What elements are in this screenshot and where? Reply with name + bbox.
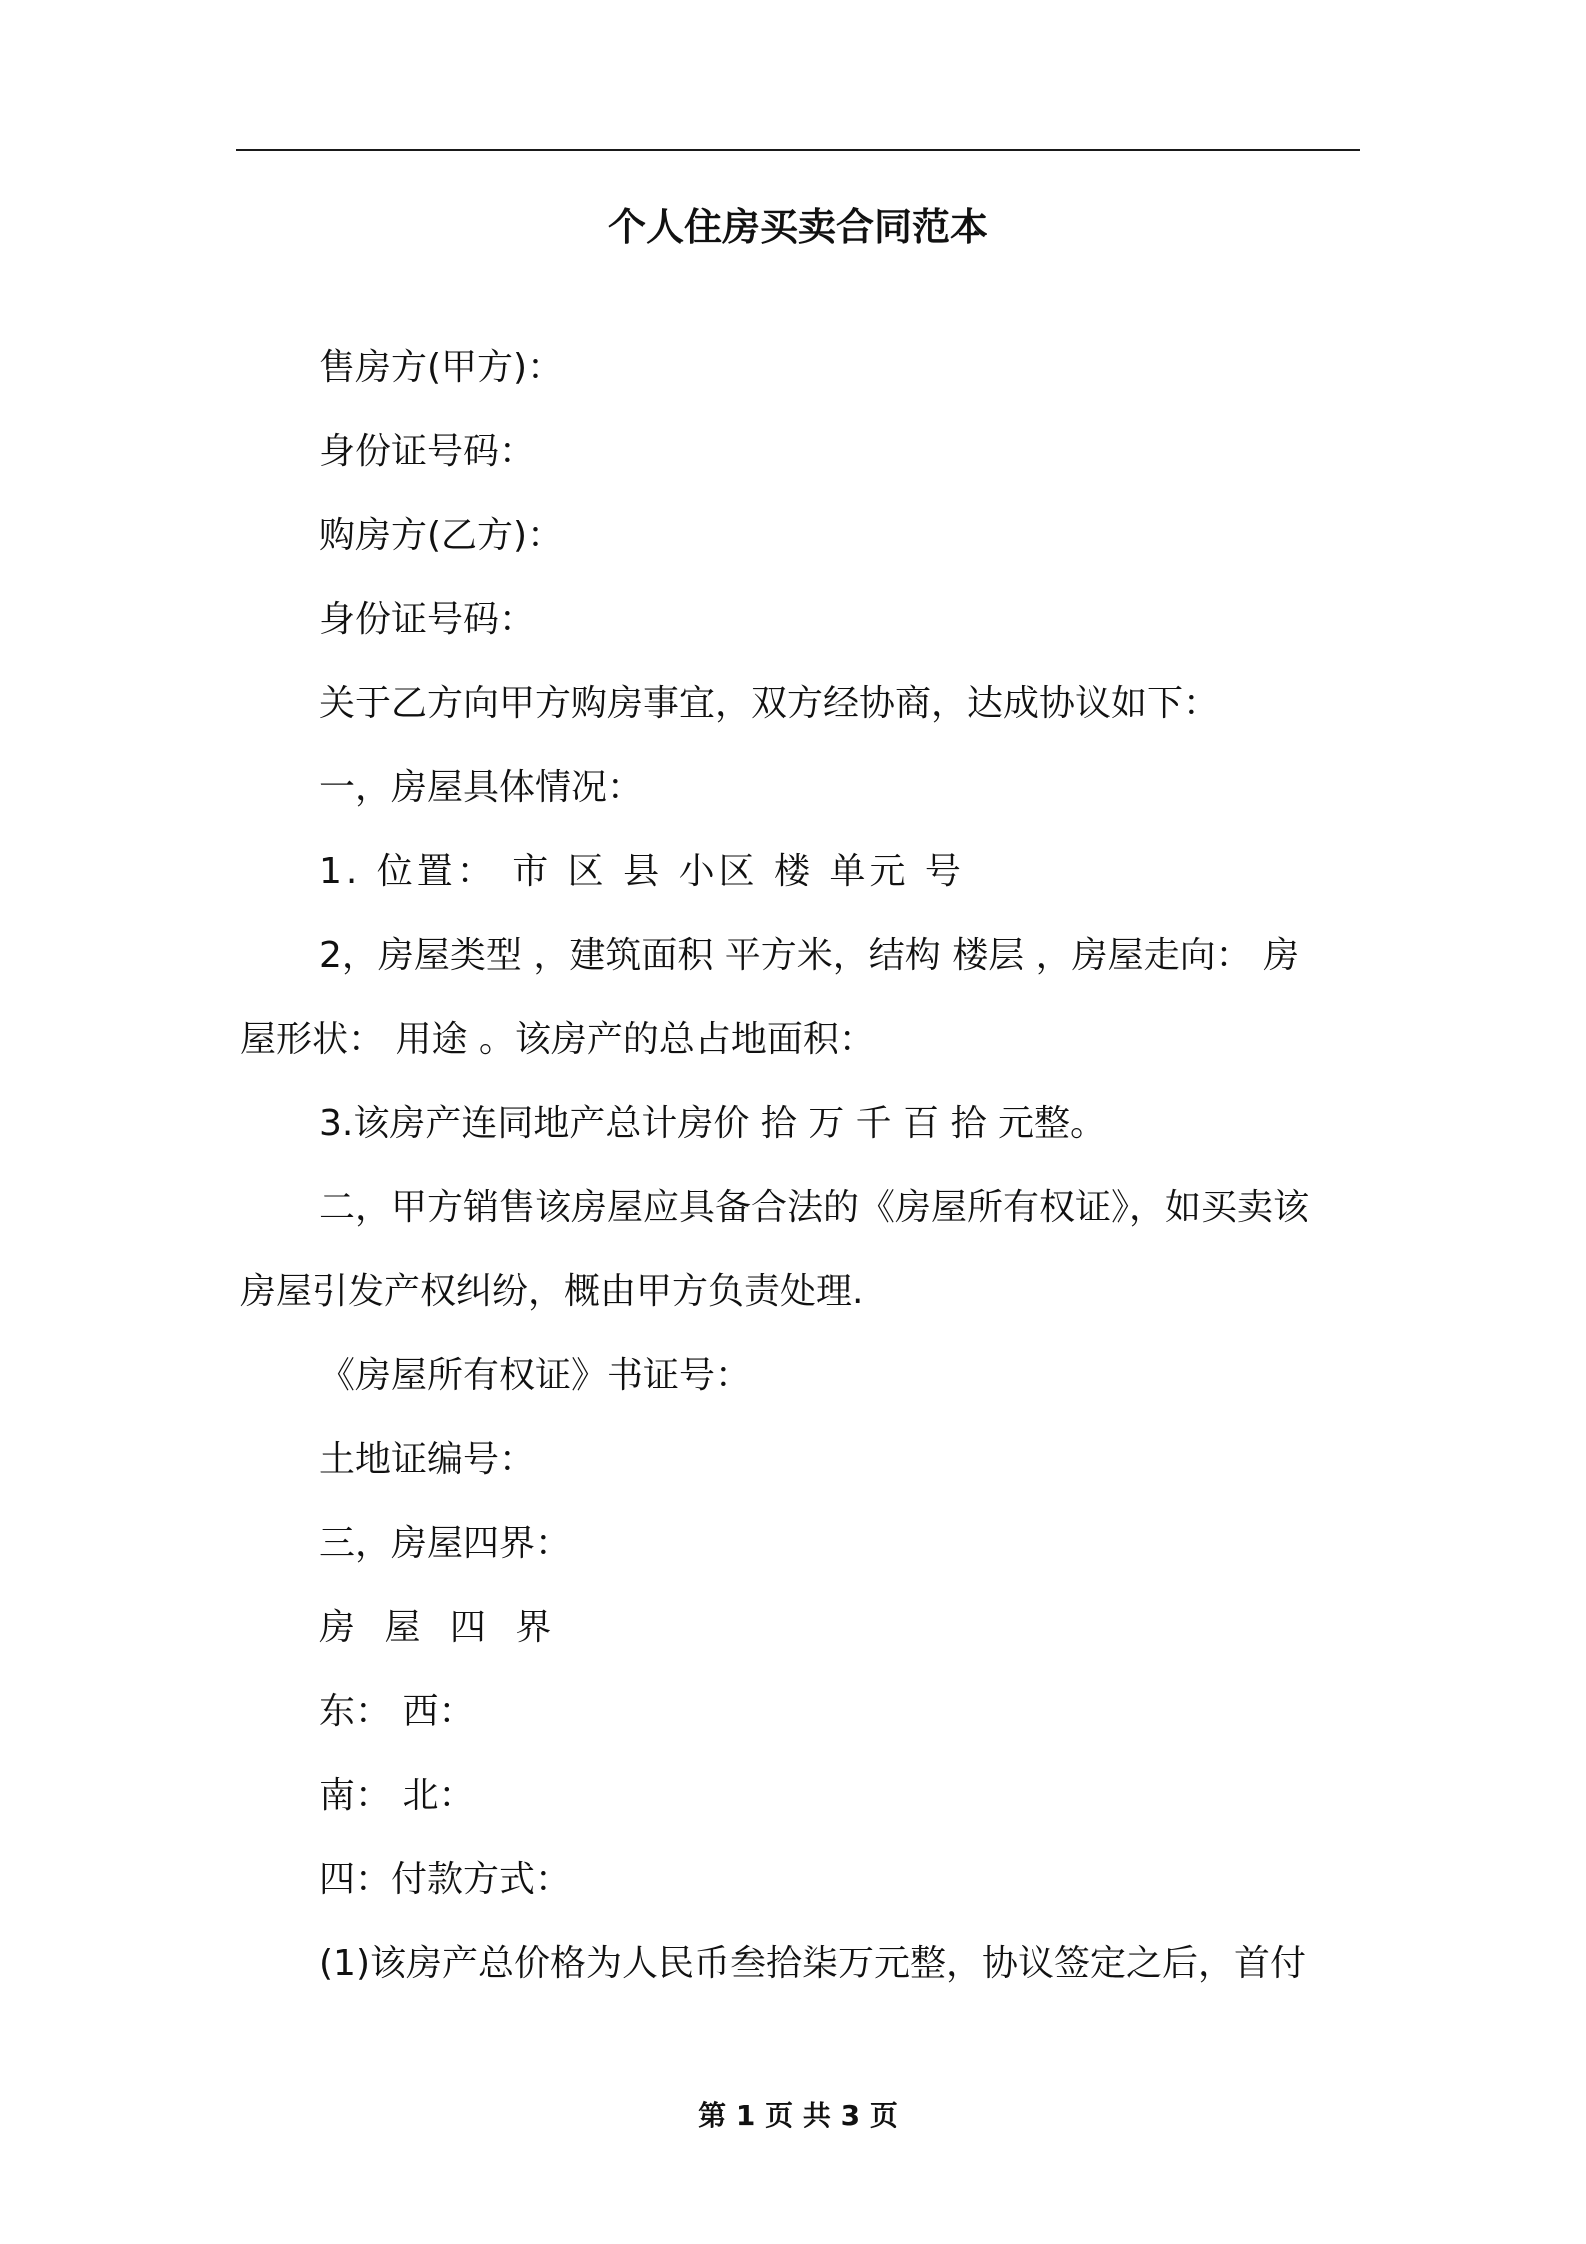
seller-line: 售房方(甲方)： [319,347,564,388]
east-west-line: 东： 西： [319,1691,475,1732]
section-2-line: 二，甲方销售该房屋应具备合法的《房屋所有权证》，如买卖该 [319,1187,1310,1228]
location-line: 1. 位置： 市 区 县 小区 楼 单元 号 [319,851,965,892]
document-title: 个人住房买卖合同范本 [607,205,988,249]
price-line: 3.该房产连同地产总计房价 拾 万 千 百 拾 元整。 [319,1103,1107,1144]
buyer-id-line: 身份证号码： [319,599,536,640]
seller-id-line: 身份证号码： [319,431,536,472]
buyer-line: 购房方(乙方)： [319,515,564,556]
south-north-line: 南： 北： [319,1775,475,1816]
boundaries-label: 房 屋 四 界 [319,1607,561,1648]
page-number: 第 1 页 共 3 页 [698,2099,898,2132]
document-body [240,326,1360,2006]
land-certificate-line: 土地证编号： [319,1439,536,1480]
certificate-number-line: 《房屋所有权证》书证号： [319,1355,752,1396]
payment-line: (1)该房产总价格为人民币叁拾柒万元整，协议签定之后，首付 [319,1943,1306,1984]
agreement-intro: 关于乙方向甲方购房事宜，双方经协商，达成协议如下： [319,683,1220,724]
house-shape-line: 屋形状： 用途 。该房产的总占地面积： [240,1019,875,1060]
section-2-continuation: 房屋引发产权纠纷，概由甲方负责处理. [240,1271,864,1312]
header-rule [236,149,1360,151]
section-1-heading: 一，房屋具体情况： [319,767,644,808]
section-4-heading: 四：付款方式： [319,1859,572,1900]
section-3-heading: 三，房屋四界： [319,1523,572,1564]
house-type-line: 2，房屋类型 ，建筑面积 平方米，结构 楼层 ，房屋走向： 房 [319,935,1300,976]
